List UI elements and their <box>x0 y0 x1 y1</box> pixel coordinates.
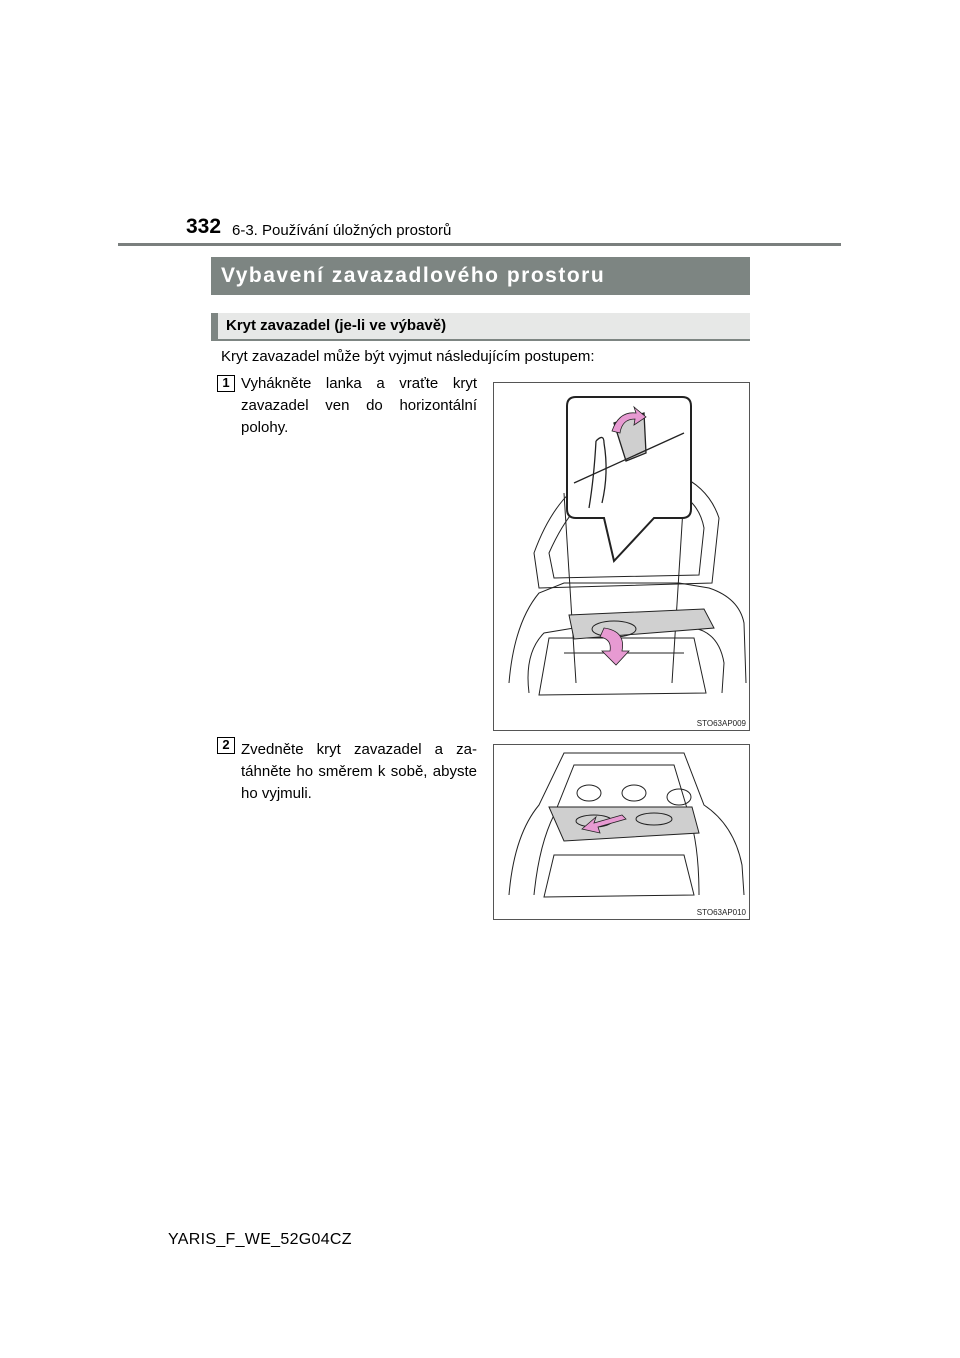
page-number: 332 <box>186 215 222 238</box>
header-divider <box>118 243 841 246</box>
intro-text: Kryt zavazadel může být vyjmut následujícím postupem: <box>221 348 595 365</box>
step-2-text: Zvedněte kryt zavazadel a za-táhněte ho směrem k sobě, abyste ho vyjmuli. <box>241 741 477 802</box>
subsection-bar <box>211 313 750 341</box>
figure-step-1 <box>493 382 750 731</box>
step-1-badge: 1 <box>217 375 235 392</box>
page-title: Vybavení zavazadlového prostoru <box>211 257 750 295</box>
subsection-title: Kryt zavazadel (je-li ve výbavě) <box>226 317 447 334</box>
figure-code: STO63AP010 <box>696 908 746 917</box>
step-1-text: Vyhákněte lanka a vraťte kryt zavazadel ven do horizontální polohy. <box>241 375 477 436</box>
subsection-accent <box>211 313 218 339</box>
footer-document-code: YARIS_F_WE_52G04CZ <box>168 1231 352 1248</box>
section-reference: 6-3. Používání úložných prostorů <box>232 222 452 239</box>
figure-code: STO63AP009 <box>696 719 746 728</box>
car-trunk-illustration-2 <box>494 745 750 920</box>
figure-step-2 <box>493 744 750 920</box>
step-2-badge: 2 <box>217 737 235 754</box>
car-trunk-illustration-1 <box>494 383 750 731</box>
